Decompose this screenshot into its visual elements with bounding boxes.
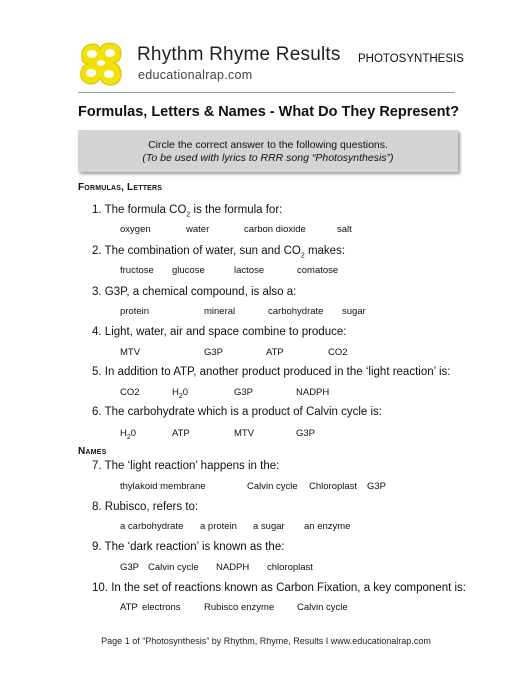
question-10: [92, 582, 466, 594]
question-3: [92, 286, 296, 298]
answer-option[interactable]: electrons: [142, 602, 181, 613]
answer-option[interactable]: MTV: [120, 347, 141, 358]
question-text: Rubisco, refers to:: [104, 501, 199, 513]
question-number: 7.: [92, 460, 102, 472]
question-text: Light, water, air and space combine to produce:: [104, 326, 347, 338]
question-text: The ‘light reaction’ happens in the:: [104, 460, 280, 472]
answer-option[interactable]: $H_20$: [172, 387, 189, 400]
page-title: Formulas, Letters & Names - What Do They Represent?: [78, 104, 460, 120]
answer-option[interactable]: Calvin cycle: [148, 562, 199, 573]
answer-option[interactable]: a carbohydrate: [120, 521, 184, 532]
answer-option[interactable]: CO2: [120, 387, 140, 398]
question-5: [92, 366, 450, 378]
answer-option[interactable]: lactose: [234, 265, 265, 276]
answer-option[interactable]: G3P: [120, 562, 140, 573]
answer-option[interactable]: MTV: [234, 428, 255, 439]
question-number: 9.: [92, 541, 102, 553]
instructions-line-1: Circle the correct answer to the following questions.: [148, 139, 388, 151]
answer-option[interactable]: Calvin cycle: [297, 602, 348, 613]
rrr-logo: [76, 38, 128, 90]
answer-option[interactable]: G3P: [367, 481, 387, 492]
question-number: 8.: [92, 501, 102, 513]
answer-option[interactable]: ATP: [172, 428, 190, 439]
answer-option[interactable]: G3P: [204, 347, 224, 358]
question-6: [92, 406, 382, 418]
question-text: The ‘dark reaction’ is known as the:: [104, 541, 285, 553]
question-9: [92, 541, 284, 553]
question-number: 2.: [92, 245, 102, 257]
instructions-box: [78, 130, 458, 172]
answer-option[interactable]: fructose: [120, 265, 154, 276]
answer-option[interactable]: a sugar: [253, 521, 285, 532]
answer-option[interactable]: mineral: [204, 306, 236, 317]
brand-name: Rhythm Rhyme Results: [137, 44, 341, 65]
question-text: The combination of water, sun and $CO_2$ makes:: [104, 245, 346, 260]
answer-option[interactable]: ATP: [120, 602, 138, 613]
answer-option[interactable]: water: [186, 224, 210, 235]
section-heading-formulas: Formulas, Letters: [78, 182, 163, 193]
question-number: 1.: [92, 204, 102, 216]
answer-option[interactable]: Rubisco enzyme: [204, 602, 275, 613]
question-8: [92, 501, 198, 513]
answer-option[interactable]: NADPH: [216, 562, 250, 573]
page-footer: Page 1 of “Photosynthesis” by Rhythm, Rhyme, Results I www.educationalrap.com: [101, 636, 431, 646]
answer-option[interactable]: an enzyme: [304, 521, 351, 532]
brand-url: educationalrap.com: [138, 68, 253, 82]
answer-option[interactable]: CO2: [328, 347, 348, 358]
question-7: [92, 460, 279, 472]
question-number: 6.: [92, 406, 102, 418]
answer-option[interactable]: G3P: [296, 428, 316, 439]
question-text: The carbohydrate which is a product of Calvin cycle is:: [104, 406, 382, 418]
answer-option[interactable]: Chloroplast: [309, 481, 358, 492]
question-number: 3.: [92, 286, 102, 298]
answer-option[interactable]: thylakoid membrane: [120, 481, 206, 492]
answer-option[interactable]: G3P: [234, 387, 254, 398]
question-text: The formula $CO_2$ is the formula for:: [104, 204, 283, 219]
answer-option[interactable]: carbohydrate: [268, 306, 324, 317]
answer-option[interactable]: comatose: [297, 265, 339, 276]
answer-option[interactable]: sugar: [342, 306, 366, 317]
question-1: [92, 204, 282, 218]
question-number: 5.: [92, 366, 102, 378]
instructions-line-2: (To be used with lyrics to RRR song “Photosynthesis”): [142, 152, 394, 164]
answer-option[interactable]: a protein: [200, 521, 237, 532]
answer-option[interactable]: chloroplast: [267, 562, 313, 573]
section-heading-names: Names: [78, 446, 107, 457]
question-text: In the set of reactions known as Carbon Fixation, a key component is:: [111, 582, 466, 594]
question-number: 10.: [92, 582, 108, 594]
answer-option[interactable]: oxygen: [120, 224, 151, 235]
answer-option[interactable]: carbon dioxide: [244, 224, 306, 235]
document-tag: PHOTOSYNTHESIS: [358, 53, 464, 65]
question-2: [92, 245, 345, 259]
header-divider: [78, 92, 455, 93]
question-text: G3P, a chemical compound, is also a:: [104, 286, 297, 298]
answer-option[interactable]: protein: [120, 306, 150, 317]
question-text: In addition to ATP, another product produced in the ‘light reaction’ is:: [104, 366, 451, 378]
answer-option[interactable]: ATP: [266, 347, 284, 358]
answer-option[interactable]: glucose: [172, 265, 205, 276]
answer-option[interactable]: Calvin cycle: [247, 481, 298, 492]
answer-option[interactable]: $H_20$: [120, 428, 137, 441]
answer-option[interactable]: salt: [337, 224, 352, 235]
answer-option[interactable]: NADPH: [296, 387, 330, 398]
question-number: 4.: [92, 326, 102, 338]
question-4: [92, 326, 346, 338]
